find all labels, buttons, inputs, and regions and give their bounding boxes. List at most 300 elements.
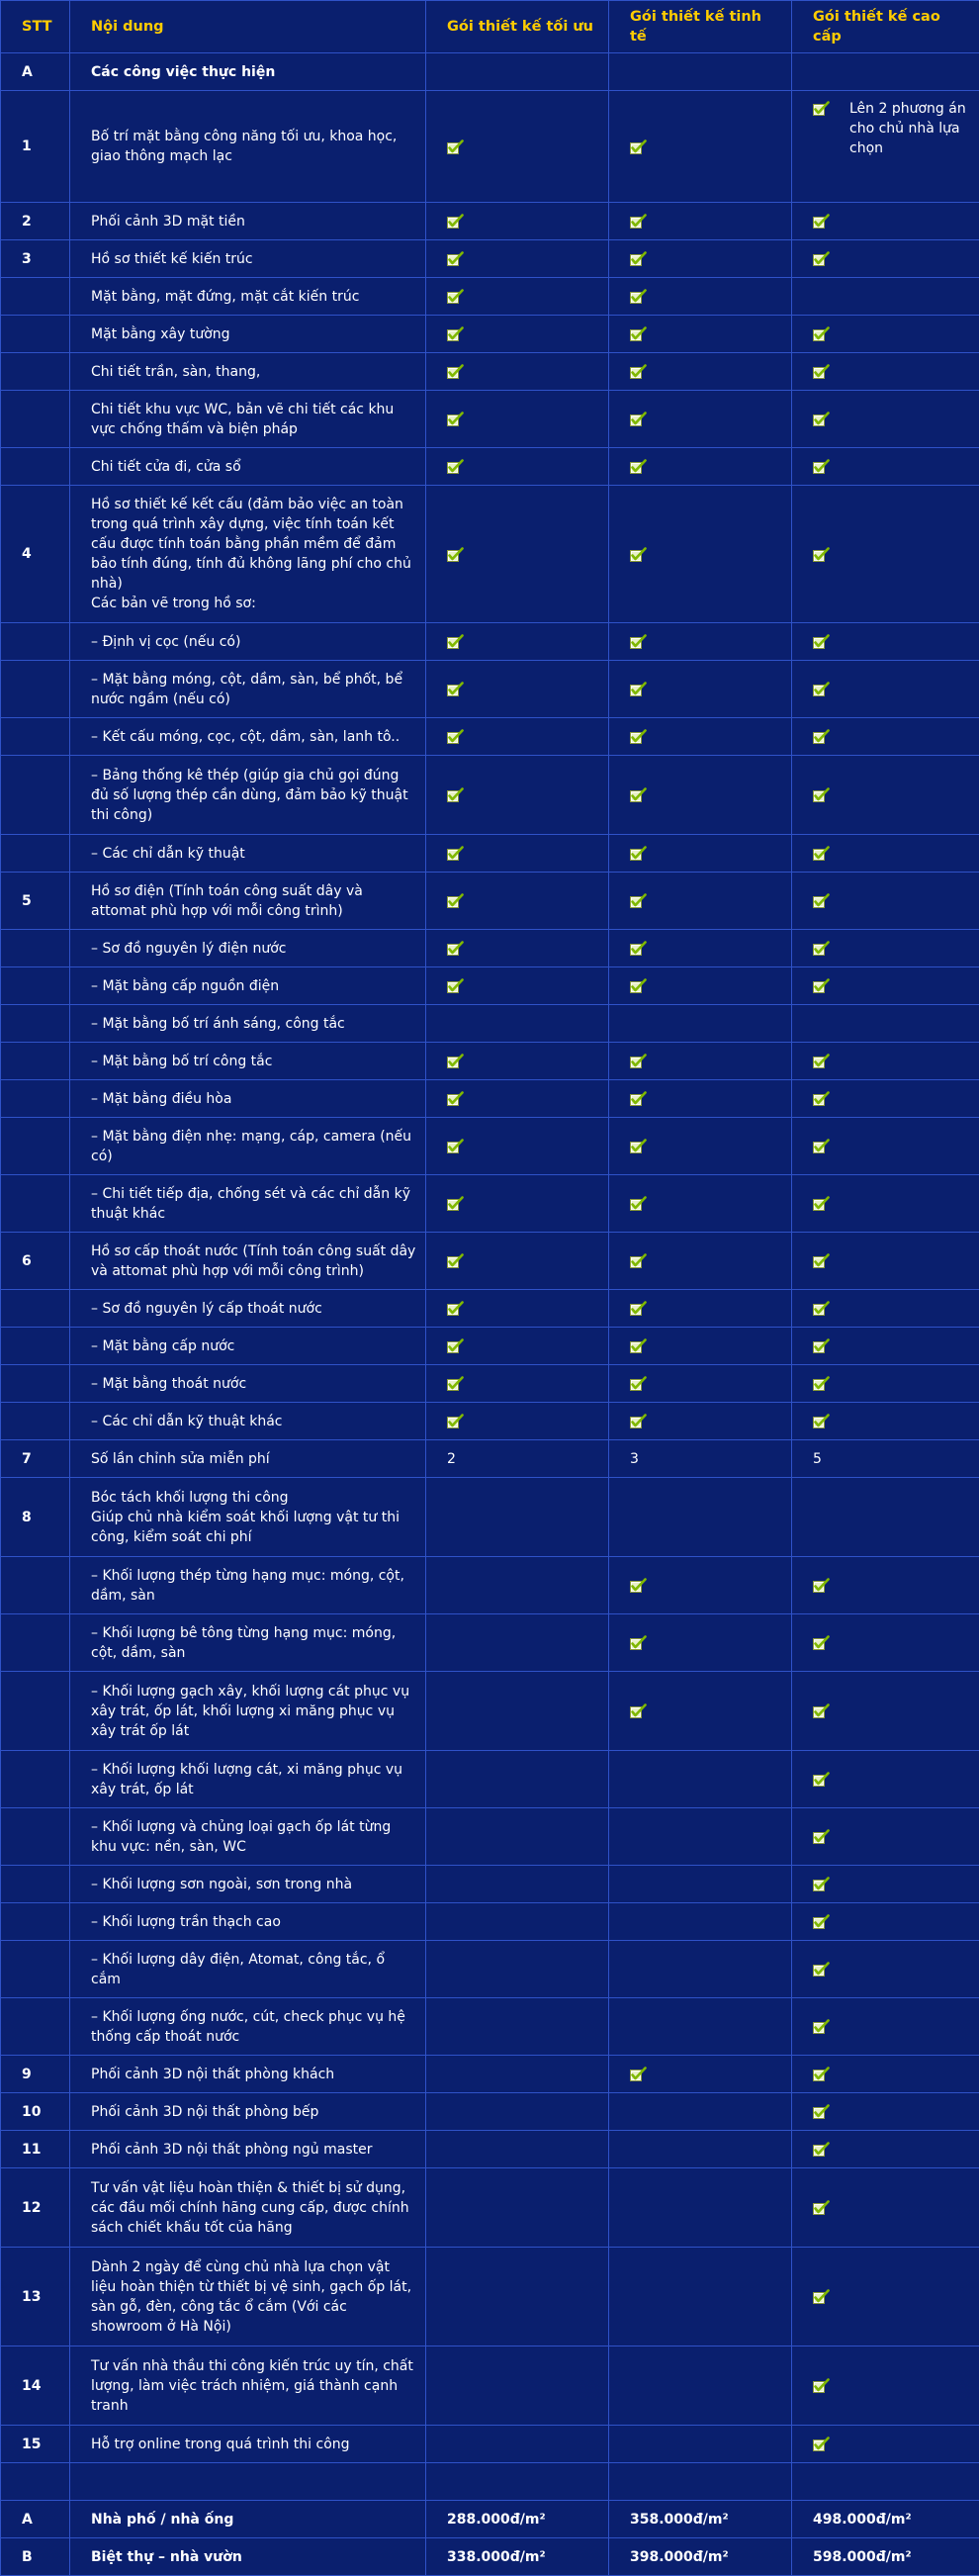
checkbox-checked-icon bbox=[813, 326, 830, 341]
cell-package-optimal bbox=[426, 2248, 609, 2346]
row-stt: 4 bbox=[1, 486, 70, 623]
cell-package-premium bbox=[792, 448, 979, 486]
checkbox-checked-icon bbox=[813, 1703, 830, 1718]
checkbox-checked-icon bbox=[813, 1635, 830, 1650]
cell-package-premium bbox=[792, 718, 979, 756]
checkbox-checked-icon bbox=[447, 1253, 464, 1268]
cell-package-optimal bbox=[426, 316, 609, 353]
row-content: Các công việc thực hiện bbox=[70, 53, 426, 91]
row-content: – Khối lượng gạch xây, khối lượng cát phục vụ xây trát, ốp lát, khối lượng xi măng phục vụ xây trát ốp lát bbox=[70, 1672, 426, 1751]
table-row bbox=[1, 1478, 979, 1557]
row-stt bbox=[1, 930, 70, 967]
checkbox-checked-icon bbox=[447, 1054, 464, 1068]
row-content: – Mặt bằng cấp nguồn điện bbox=[70, 967, 426, 1005]
checkbox-checked-icon bbox=[630, 1338, 647, 1353]
cell-package-optimal bbox=[426, 756, 609, 835]
row-content: – Mặt bằng thoát nước bbox=[70, 1365, 426, 1403]
cell-package-premium bbox=[792, 391, 979, 448]
cell-package-premium bbox=[792, 1866, 979, 1903]
cell-package-optimal bbox=[426, 1557, 609, 1614]
cell-package-premium bbox=[792, 1005, 979, 1043]
checkbox-checked-icon bbox=[813, 2437, 830, 2451]
checkbox-checked-icon bbox=[630, 634, 647, 649]
cell-package-optimal bbox=[426, 1403, 609, 1440]
checkbox-checked-icon bbox=[630, 1703, 647, 1718]
cell-package-optimal: 338.000đ/m² bbox=[426, 2538, 609, 2576]
row-content: – Sơ đồ nguyên lý cấp thoát nước bbox=[70, 1290, 426, 1328]
cell-package-refined bbox=[609, 1043, 792, 1080]
row-stt: 10 bbox=[1, 2093, 70, 2131]
row-stt bbox=[1, 1866, 70, 1903]
row-content: Phối cảnh 3D mặt tiền bbox=[70, 203, 426, 240]
table-row bbox=[1, 1557, 979, 1614]
checkbox-checked-icon bbox=[813, 941, 830, 956]
checkbox-checked-icon bbox=[447, 139, 464, 154]
row-stt bbox=[1, 1614, 70, 1672]
row-stt: A bbox=[1, 2501, 70, 2538]
table-row bbox=[1, 718, 979, 756]
cell-package-premium bbox=[792, 1118, 979, 1175]
cell-package-refined bbox=[609, 2248, 792, 2346]
cell-package-refined bbox=[609, 1118, 792, 1175]
cell-package-premium bbox=[792, 1478, 979, 1557]
checkbox-checked-icon bbox=[813, 1196, 830, 1211]
table-row bbox=[1, 756, 979, 835]
cell-package-refined bbox=[609, 353, 792, 391]
table-row bbox=[1, 873, 979, 930]
cell-note: Lên 2 phương án cho chủ nhà lựa chọn bbox=[849, 99, 970, 158]
row-content: Hồ sơ cấp thoát nước (Tính toán công suất dây và attomat phù hợp với mỗi công trình) bbox=[70, 1233, 426, 1290]
cell-package-premium bbox=[792, 2168, 979, 2248]
table-row bbox=[1, 1005, 979, 1043]
table-row bbox=[1, 1672, 979, 1751]
row-content: – Mặt bằng bố trí công tắc bbox=[70, 1043, 426, 1080]
checkbox-checked-icon bbox=[447, 634, 464, 649]
cell-package-refined bbox=[609, 1403, 792, 1440]
checkbox-checked-icon bbox=[630, 412, 647, 426]
row-content: Tư vấn nhà thầu thi công kiến trúc uy tín, chất lượng, làm việc trách nhiệm, giá thành cạnh tranh bbox=[70, 2346, 426, 2426]
cell-package-refined bbox=[609, 2426, 792, 2463]
checkbox-checked-icon bbox=[447, 682, 464, 696]
checkbox-checked-icon bbox=[447, 412, 464, 426]
table-row bbox=[1, 391, 979, 448]
cell-package-refined bbox=[609, 1941, 792, 1998]
table-row bbox=[1, 930, 979, 967]
row-content: – Khối lượng ống nước, cút, check phục vụ hệ thống cấp thoát nước bbox=[70, 1998, 426, 2056]
cell-package-optimal bbox=[426, 1751, 609, 1808]
checkbox-checked-icon bbox=[813, 2289, 830, 2304]
row-content: – Khối lượng trần thạch cao bbox=[70, 1903, 426, 1941]
checkbox-checked-icon bbox=[813, 2378, 830, 2393]
table-row bbox=[1, 353, 979, 391]
table-row bbox=[1, 623, 979, 661]
cell-package-premium bbox=[792, 240, 979, 278]
checkbox-checked-icon bbox=[630, 214, 647, 229]
cell-package-optimal bbox=[426, 623, 609, 661]
checkbox-checked-icon bbox=[447, 1196, 464, 1211]
row-content: – Mặt bằng móng, cột, dầm, sàn, bể phốt, bể nước ngầm (nếu có) bbox=[70, 661, 426, 718]
checkbox-checked-icon bbox=[813, 1414, 830, 1428]
checkbox-checked-icon bbox=[813, 978, 830, 993]
checkbox-checked-icon bbox=[813, 2104, 830, 2119]
cell-package-optimal bbox=[426, 1005, 609, 1043]
cell-package-premium bbox=[792, 1290, 979, 1328]
cell-package-refined bbox=[609, 316, 792, 353]
checkbox-checked-icon bbox=[447, 729, 464, 744]
cell-package-refined bbox=[609, 91, 792, 203]
cell-package-refined bbox=[609, 391, 792, 448]
cell-package-refined bbox=[609, 1614, 792, 1672]
cell-package-premium bbox=[792, 1941, 979, 1998]
checkbox-checked-icon bbox=[447, 1376, 464, 1391]
table-row bbox=[1, 448, 979, 486]
cell-package-premium bbox=[792, 278, 979, 316]
row-content: – Các chỉ dẫn kỹ thuật khác bbox=[70, 1403, 426, 1440]
checkbox-checked-icon bbox=[813, 893, 830, 908]
cell-package-premium bbox=[792, 873, 979, 930]
row-stt: 14 bbox=[1, 2346, 70, 2426]
cell-package-refined bbox=[609, 1557, 792, 1614]
cell-package-refined bbox=[609, 486, 792, 623]
table-row bbox=[1, 2463, 979, 2501]
checkbox-checked-icon bbox=[630, 289, 647, 304]
cell-package-refined: 3 bbox=[609, 1440, 792, 1478]
cell-package-premium bbox=[792, 1557, 979, 1614]
cell-package-premium bbox=[792, 2426, 979, 2463]
table-row bbox=[1, 1614, 979, 1672]
checkbox-checked-icon bbox=[813, 364, 830, 379]
checkbox-checked-icon bbox=[813, 412, 830, 426]
checkbox-checked-icon bbox=[447, 941, 464, 956]
cell-package-optimal bbox=[426, 1080, 609, 1118]
table-row bbox=[1, 1808, 979, 1866]
table-row bbox=[1, 1403, 979, 1440]
row-content: Mặt bằng, mặt đứng, mặt cắt kiến trúc bbox=[70, 278, 426, 316]
cell-package-refined bbox=[609, 1365, 792, 1403]
row-content: Bóc tách khối lượng thi công Giúp chủ nhà kiểm soát khối lượng vật tư thi công, kiểm soát chi phí bbox=[70, 1478, 426, 1557]
cell-package-premium bbox=[792, 1043, 979, 1080]
table-row bbox=[1, 661, 979, 718]
checkbox-checked-icon bbox=[813, 1962, 830, 1977]
checkbox-checked-icon bbox=[813, 634, 830, 649]
row-content: Dành 2 ngày để cùng chủ nhà lựa chọn vật liệu hoàn thiện từ thiết bị vệ sinh, gạch ốp lát, sàn gỗ, đèn, công tắc ổ cắm (Với các showroom ở Hà Nội) bbox=[70, 2248, 426, 2346]
row-stt: 1 bbox=[1, 91, 70, 203]
row-stt bbox=[1, 316, 70, 353]
cell-package-optimal bbox=[426, 1175, 609, 1233]
checkbox-checked-icon bbox=[813, 2200, 830, 2215]
row-stt: 12 bbox=[1, 2168, 70, 2248]
row-stt bbox=[1, 1672, 70, 1751]
table-row bbox=[1, 1080, 979, 1118]
checkbox-checked-icon bbox=[447, 289, 464, 304]
cell-package-refined bbox=[609, 1080, 792, 1118]
checkbox-checked-icon bbox=[813, 1139, 830, 1153]
checkbox-checked-icon bbox=[630, 787, 647, 802]
cell-package-premium: 498.000đ/m² bbox=[792, 2501, 979, 2538]
cell-package-refined bbox=[609, 756, 792, 835]
row-content: – Khối lượng khối lượng cát, xi măng phục vụ xây trát, ốp lát bbox=[70, 1751, 426, 1808]
row-stt bbox=[1, 835, 70, 873]
checkbox-checked-icon bbox=[447, 459, 464, 474]
row-content: – Sơ đồ nguyên lý điện nước bbox=[70, 930, 426, 967]
table-row bbox=[1, 1175, 979, 1233]
checkbox-checked-icon bbox=[813, 787, 830, 802]
cell-package-refined bbox=[609, 203, 792, 240]
checkbox-checked-icon bbox=[813, 1338, 830, 1353]
cell-package-optimal bbox=[426, 2056, 609, 2093]
row-stt bbox=[1, 278, 70, 316]
cell-package-optimal bbox=[426, 2131, 609, 2168]
checkbox-checked-icon bbox=[630, 893, 647, 908]
checkbox-checked-icon bbox=[630, 1139, 647, 1153]
header-row bbox=[1, 1, 979, 53]
row-stt bbox=[1, 1998, 70, 2056]
header-package-optimal: Gói thiết kế tối ưu bbox=[426, 1, 609, 53]
cell-package-optimal bbox=[426, 930, 609, 967]
cell-package-optimal bbox=[426, 1903, 609, 1941]
checkbox-checked-icon bbox=[813, 251, 830, 266]
table-row bbox=[1, 53, 979, 91]
checkbox-checked-icon bbox=[813, 1829, 830, 1844]
cell-package-refined bbox=[609, 240, 792, 278]
row-content: – Mặt bằng cấp nước bbox=[70, 1328, 426, 1365]
row-stt bbox=[1, 1118, 70, 1175]
cell-package-premium bbox=[792, 353, 979, 391]
price-row bbox=[1, 2538, 979, 2576]
row-content: – Bảng thống kê thép (giúp gia chủ gọi đúng đủ số lượng thép cần dùng, đảm bảo kỹ thuật thi công) bbox=[70, 756, 426, 835]
checkbox-checked-icon bbox=[630, 1091, 647, 1106]
cell-package-refined bbox=[609, 1998, 792, 2056]
checkbox-checked-icon bbox=[630, 1578, 647, 1593]
cell-package-optimal bbox=[426, 1290, 609, 1328]
row-stt: 9 bbox=[1, 2056, 70, 2093]
row-stt bbox=[1, 1175, 70, 1233]
row-stt bbox=[1, 1290, 70, 1328]
row-content: Số lần chỉnh sửa miễn phí bbox=[70, 1440, 426, 1478]
table-row bbox=[1, 2093, 979, 2131]
checkbox-checked-icon bbox=[447, 846, 464, 861]
row-stt bbox=[1, 353, 70, 391]
cell-package-optimal bbox=[426, 1328, 609, 1365]
table-row bbox=[1, 1118, 979, 1175]
checkbox-checked-icon bbox=[630, 459, 647, 474]
cell-package-premium bbox=[792, 2131, 979, 2168]
cell-package-refined bbox=[609, 1328, 792, 1365]
cell-package-premium bbox=[792, 1808, 979, 1866]
cell-package-optimal bbox=[426, 486, 609, 623]
cell-package-premium bbox=[792, 1672, 979, 1751]
checkbox-checked-icon bbox=[630, 326, 647, 341]
cell-package-premium bbox=[792, 1903, 979, 1941]
row-content: Hồ sơ thiết kế kết cấu (đảm bảo việc an toàn trong quá trình xây dựng, việc tính toán kết cấu được tính toán bằng phần mềm để đảm bảo tính đúng, tính đủ không lãng phí cho chủ nhà) Các bản vẽ trong hồ sơ: bbox=[70, 486, 426, 623]
checkbox-checked-icon bbox=[630, 364, 647, 379]
table-row bbox=[1, 2426, 979, 2463]
checkbox-checked-icon bbox=[447, 251, 464, 266]
cell-package-premium bbox=[792, 316, 979, 353]
row-stt: 15 bbox=[1, 2426, 70, 2463]
table-row bbox=[1, 2056, 979, 2093]
cell-package-optimal bbox=[426, 1233, 609, 1290]
checkbox-checked-icon bbox=[813, 1054, 830, 1068]
table-row bbox=[1, 1903, 979, 1941]
row-content: Hỗ trợ online trong quá trình thi công bbox=[70, 2426, 426, 2463]
table-row bbox=[1, 1998, 979, 2056]
cell-package-optimal bbox=[426, 835, 609, 873]
table-row bbox=[1, 1365, 979, 1403]
row-content: Mặt bằng xây tường bbox=[70, 316, 426, 353]
checkbox-checked-icon bbox=[813, 101, 830, 116]
checkbox-checked-icon bbox=[630, 941, 647, 956]
cell-package-optimal bbox=[426, 2463, 609, 2501]
cell-package-optimal bbox=[426, 53, 609, 91]
checkbox-checked-icon bbox=[813, 1376, 830, 1391]
cell-package-refined bbox=[609, 661, 792, 718]
cell-package-premium bbox=[792, 1751, 979, 1808]
cell-package-premium bbox=[792, 1614, 979, 1672]
table-body bbox=[1, 53, 979, 2576]
checkbox-checked-icon bbox=[447, 893, 464, 908]
checkbox-checked-icon bbox=[813, 1772, 830, 1787]
table-row bbox=[1, 2168, 979, 2248]
row-content: Phối cảnh 3D nội thất phòng ngủ master bbox=[70, 2131, 426, 2168]
row-stt: 2 bbox=[1, 203, 70, 240]
row-stt bbox=[1, 1365, 70, 1403]
cell-package-premium bbox=[792, 53, 979, 91]
checkbox-checked-icon bbox=[813, 2067, 830, 2081]
checkbox-checked-icon bbox=[813, 682, 830, 696]
table-row bbox=[1, 835, 979, 873]
row-content: Chi tiết trần, sàn, thang, bbox=[70, 353, 426, 391]
row-stt bbox=[1, 2463, 70, 2501]
cell-package-premium bbox=[792, 623, 979, 661]
table-row bbox=[1, 1233, 979, 1290]
row-stt bbox=[1, 1808, 70, 1866]
cell-package-refined bbox=[609, 1233, 792, 1290]
cell-package-optimal bbox=[426, 203, 609, 240]
cell-package-refined bbox=[609, 623, 792, 661]
row-stt bbox=[1, 448, 70, 486]
row-stt bbox=[1, 967, 70, 1005]
row-stt: 8 bbox=[1, 1478, 70, 1557]
cell-package-premium bbox=[792, 1365, 979, 1403]
row-stt: 5 bbox=[1, 873, 70, 930]
cell-package-refined bbox=[609, 873, 792, 930]
cell-package-optimal bbox=[426, 2426, 609, 2463]
cell-package-optimal bbox=[426, 2168, 609, 2248]
cell-package-premium bbox=[792, 91, 979, 203]
cell-package-premium bbox=[792, 1175, 979, 1233]
cell-package-optimal bbox=[426, 1478, 609, 1557]
cell-package-premium bbox=[792, 486, 979, 623]
cell-package-refined bbox=[609, 2056, 792, 2093]
checkbox-checked-icon bbox=[630, 682, 647, 696]
cell-package-optimal bbox=[426, 2093, 609, 2131]
checkbox-checked-icon bbox=[630, 1054, 647, 1068]
checkbox-checked-icon bbox=[447, 364, 464, 379]
row-content: – Định vị cọc (nếu có) bbox=[70, 623, 426, 661]
checkbox-checked-icon bbox=[630, 2067, 647, 2081]
header-stt: STT bbox=[1, 1, 70, 53]
header-package-refined: Gói thiết kế tinh tế bbox=[609, 1, 792, 53]
table-row bbox=[1, 1751, 979, 1808]
table-row bbox=[1, 2248, 979, 2346]
row-content: Phối cảnh 3D nội thất phòng khách bbox=[70, 2056, 426, 2093]
checkbox-checked-icon bbox=[630, 251, 647, 266]
checkbox-checked-icon bbox=[630, 978, 647, 993]
table-row bbox=[1, 1440, 979, 1478]
row-content: – Khối lượng thép từng hạng mục: móng, cột, dầm, sàn bbox=[70, 1557, 426, 1614]
cell-package-premium bbox=[792, 1328, 979, 1365]
checkbox-checked-icon bbox=[630, 139, 647, 154]
row-content: – Mặt bằng điều hòa bbox=[70, 1080, 426, 1118]
row-content: – Các chỉ dẫn kỹ thuật bbox=[70, 835, 426, 873]
checkbox-checked-icon bbox=[630, 1635, 647, 1650]
row-content: – Kết cấu móng, cọc, cột, dầm, sàn, lanh tô.. bbox=[70, 718, 426, 756]
table-row bbox=[1, 1043, 979, 1080]
checkbox-checked-icon bbox=[447, 1139, 464, 1153]
cell-package-refined bbox=[609, 2463, 792, 2501]
row-stt: 7 bbox=[1, 1440, 70, 1478]
cell-package-refined bbox=[609, 930, 792, 967]
cell-package-refined bbox=[609, 1672, 792, 1751]
table-row bbox=[1, 91, 979, 203]
table-row bbox=[1, 1866, 979, 1903]
cell-package-optimal bbox=[426, 1808, 609, 1866]
cell-package-optimal bbox=[426, 718, 609, 756]
row-stt bbox=[1, 391, 70, 448]
row-stt: A bbox=[1, 53, 70, 91]
row-stt: 6 bbox=[1, 1233, 70, 1290]
cell-package-optimal bbox=[426, 448, 609, 486]
row-content: Hồ sơ điện (Tính toán công suất dây và attomat phù hợp với mỗi công trình) bbox=[70, 873, 426, 930]
cell-package-refined bbox=[609, 967, 792, 1005]
row-content: – Khối lượng dây điện, Atomat, công tắc, ổ cắm bbox=[70, 1941, 426, 1998]
checkbox-checked-icon bbox=[813, 846, 830, 861]
cell-package-optimal: 288.000đ/m² bbox=[426, 2501, 609, 2538]
table-row bbox=[1, 316, 979, 353]
cell-package-premium bbox=[792, 1403, 979, 1440]
table-row bbox=[1, 1290, 979, 1328]
checkbox-checked-icon bbox=[630, 729, 647, 744]
cell-package-refined bbox=[609, 2093, 792, 2131]
row-stt bbox=[1, 623, 70, 661]
checkbox-checked-icon bbox=[447, 547, 464, 562]
cell-package-optimal bbox=[426, 240, 609, 278]
cell-package-refined bbox=[609, 278, 792, 316]
cell-package-optimal bbox=[426, 1866, 609, 1903]
cell-package-refined: 358.000đ/m² bbox=[609, 2501, 792, 2538]
table-row bbox=[1, 967, 979, 1005]
row-content: Tư vấn vật liệu hoàn thiện & thiết bị sử dụng, các đầu mối chính hãng cung cấp, được chính sách chiết khấu tốt của hãng bbox=[70, 2168, 426, 2248]
checkbox-checked-icon bbox=[630, 1301, 647, 1316]
cell-package-premium bbox=[792, 967, 979, 1005]
checkbox-checked-icon bbox=[813, 547, 830, 562]
row-content: Biệt thự – nhà vườn bbox=[70, 2538, 426, 2576]
cell-package-premium bbox=[792, 2248, 979, 2346]
checkbox-checked-icon bbox=[813, 1914, 830, 1929]
checkbox-checked-icon bbox=[813, 1578, 830, 1593]
cell-package-premium bbox=[792, 2093, 979, 2131]
cell-package-refined bbox=[609, 1290, 792, 1328]
cell-package-optimal bbox=[426, 91, 609, 203]
checkbox-checked-icon bbox=[813, 459, 830, 474]
cell-package-refined bbox=[609, 1175, 792, 1233]
checkbox-checked-icon bbox=[630, 1253, 647, 1268]
cell-package-refined bbox=[609, 835, 792, 873]
cell-package-premium bbox=[792, 1080, 979, 1118]
cell-package-optimal bbox=[426, 1614, 609, 1672]
cell-package-optimal bbox=[426, 2346, 609, 2426]
